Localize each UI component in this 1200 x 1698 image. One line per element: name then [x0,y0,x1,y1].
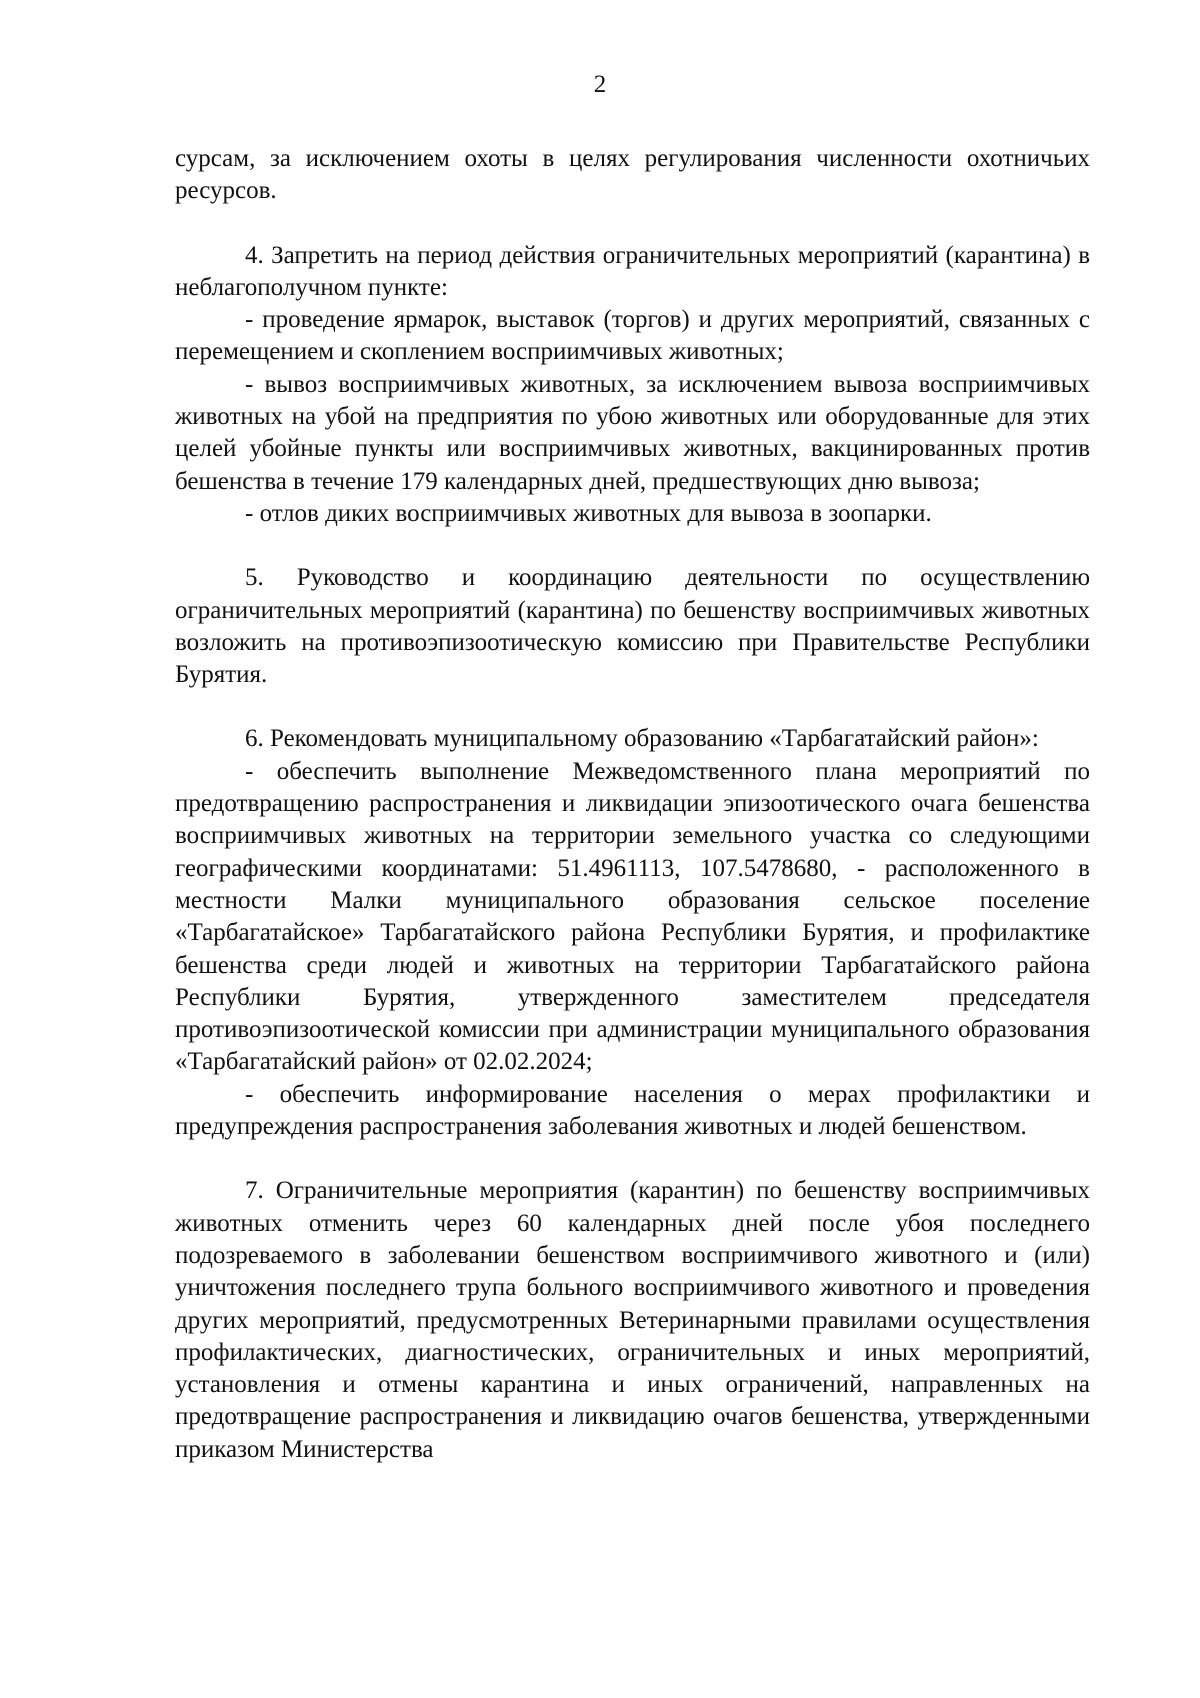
paragraph-item-6: 6. Рекомендовать муниципальному образованию «Тарбагатайский район»: [245,725,1039,753]
paragraph-item-6-bullet-1: - обеспечить выполнение Межведомственного плана мероприятий по предотвращению распространения и ликвидации эпизоотического очага бешенства восприимчивых животных на территории земельного участка со следующими географическими координатами: 51.4961113, 107.5478680, - расположенного в местности Малки муниципального образования сельское поселение «Тарбагатайское» Тарбагатайского района Республики Бурятия, и профилактике бешенства среди людей и животных на территории Тарбагатайского района Республики Бурятия, утвержденного заместителем председателя противоэпизоотической комиссии при администрации муниципального образования «Тарбагатайский район» от 02.02.2024; [175,757,1090,1076]
paragraph-item-5: 5. Руководство и координацию деятельности по осуществлению ограничительных мероприятий (карантина) по бешенству восприимчивых животных возложить на противоэпизоотическую комиссию при Правительстве Республики Бурятия. [175,564,1090,689]
paragraph-item-4-bullet-2: - вывоз восприимчивых животных, за исключением вывоза восприимчивых животных на убой на предприятия по убою животных или оборудованные для этих целей убойные пункты или восприимчивых животных, вакцинированных против бешенства в течение 179 календарных дней, предшествующих дню вывоза; [175,370,1090,495]
page-number: 2 [593,71,607,98]
paragraph-continuation: сурсам, за исключением охоты в целях регулирования численности охотничьих ресурсов. [175,145,1090,205]
paragraph-item-7: 7. Ограничительные мероприятия (карантин) по бешенству восприимчивых животных отменить через 60 календарных дней после убоя последнего подозреваемого в заболевании бешенством восприимчивого животного и (или) уничтожения последнего трупа больного восприимчивого животного и проведения других мероприятий, предусмотренных Ветеринарными правилами осуществления профилактических, диагностических, ограничительных и иных мероприятий, установления и отмены карантина и иных ограничений, направленных на предотвращение распространения и ликвидацию очагов бешенства, утвержденными приказом Министерства [175,1177,1090,1463]
paragraph-item-4: 4. Запретить на период действия ограничительных мероприятий (карантина) в неблагополучном пункте: [175,241,1090,301]
paragraph-item-4-bullet-1: - проведение ярмарок, выставок (торгов) и других мероприятий, связанных с перемещением и скоплением восприимчивых животных; [175,306,1090,366]
paragraph-item-6-bullet-2: - обеспечить информирование населения о мерах профилактики и предупреждения распространения заболевания животных и людей бешенством. [175,1080,1090,1141]
document-body [175,143,1090,1466]
paragraph-item-4-bullet-3: - отлов диких восприимчивых животных для вывоза в зоопарки. [245,499,932,527]
